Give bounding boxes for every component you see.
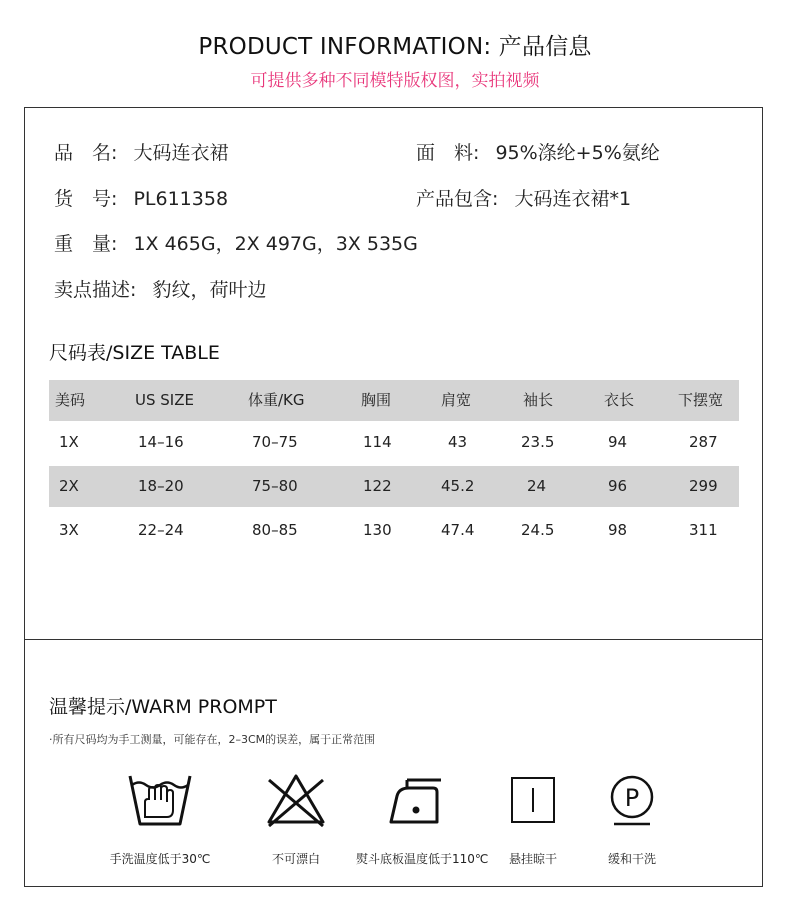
- hand-wash-icon: [125, 772, 195, 828]
- table-row: [49, 466, 739, 507]
- table-cell: 311: [689, 521, 718, 539]
- care-label: 手洗温度低于30℃: [109, 852, 211, 866]
- size-table: [49, 380, 739, 551]
- size-table-header-cell: 袖长: [523, 391, 554, 409]
- table-cell: 2X: [59, 477, 79, 495]
- info-weight-label: 重 量:: [54, 233, 118, 255]
- table-cell: 114: [363, 433, 392, 451]
- table-cell: 70–75: [252, 433, 298, 451]
- table-cell: 299: [689, 477, 718, 495]
- table-cell: 18–20: [138, 477, 184, 495]
- info-fabric-label: 面 料:: [416, 142, 480, 164]
- measurement-note: ·所有尺码均为手工测量，可能存在，2–3CM的误差，属于正常范围: [49, 733, 376, 746]
- info-package-value: 大码连衣裙*1: [514, 188, 632, 210]
- table-cell: 94: [608, 433, 628, 451]
- size-table-header-cell: 肩宽: [441, 391, 472, 409]
- table-cell: 23.5: [521, 433, 555, 451]
- table-cell: 75–80: [252, 477, 298, 495]
- info-name-value: 大码连衣裙: [133, 142, 229, 164]
- info-fabric: [416, 138, 660, 165]
- care-no-bleach: [236, 772, 356, 867]
- table-cell: 130: [363, 521, 392, 539]
- page-subtitle: 可提供多种不同模特版权图，实拍视频: [250, 71, 540, 91]
- info-name-label: 品 名:: [54, 142, 118, 164]
- table-cell: 3X: [59, 521, 79, 539]
- table-cell: 45.2: [441, 477, 475, 495]
- dry-clean-p-icon: [597, 772, 667, 828]
- size-table-header-cell: 衣长: [604, 391, 635, 409]
- care-iron: [356, 772, 489, 867]
- hang-dry-icon: [498, 772, 568, 828]
- warm-prompt-title: 温馨提示/WARM PROMPT: [49, 696, 277, 718]
- table-cell: 22–24: [138, 521, 184, 539]
- table-cell: 14–16: [138, 433, 184, 451]
- care-label: 悬挂晾干: [508, 852, 557, 866]
- iron-icon: [381, 772, 451, 828]
- info-selling-label: 卖点描述:: [54, 279, 137, 301]
- size-table-header-row: [49, 380, 739, 421]
- size-table-header-cell: US SIZE: [135, 391, 194, 409]
- info-selling-value: 豹纹，荷叶边: [152, 279, 267, 301]
- size-table-header-cell: 美码: [55, 391, 86, 409]
- care-label: 缓和干洗: [607, 852, 656, 866]
- size-table-header-cell: 体重/KG: [248, 391, 305, 409]
- size-table-title: 尺码表/SIZE TABLE: [49, 342, 220, 364]
- info-panel: [24, 107, 763, 887]
- info-package: [416, 184, 631, 211]
- size-table-header-cell: 下摆宽: [678, 391, 724, 409]
- info-selling: [54, 275, 266, 302]
- table-cell: 24.5: [521, 521, 555, 539]
- table-cell: 43: [448, 433, 468, 451]
- section-divider: [25, 639, 762, 640]
- info-sku: [54, 184, 228, 211]
- care-label: 不可漂白: [271, 852, 320, 866]
- info-package-label: 产品包含:: [416, 188, 499, 210]
- table-cell: 98: [608, 521, 628, 539]
- dry-clean-letter: P: [624, 784, 640, 812]
- table-cell: 96: [608, 477, 628, 495]
- info-sku-label: 货 号:: [54, 188, 118, 210]
- size-table-header-cell: 胸围: [361, 391, 392, 409]
- table-cell: 80–85: [252, 521, 298, 539]
- care-dry-clean: [572, 772, 692, 867]
- table-cell: 47.4: [441, 521, 475, 539]
- table-row: [49, 510, 739, 551]
- table-cell: 122: [363, 477, 392, 495]
- table-cell: 287: [689, 433, 718, 451]
- info-sku-value: PL611358: [133, 188, 229, 210]
- info-fabric-value: 95%涤纶+5%氨纶: [495, 142, 660, 164]
- care-hand-wash: [100, 772, 220, 867]
- table-cell: 1X: [59, 433, 79, 451]
- table-cell: 24: [527, 477, 547, 495]
- care-label: 熨斗底板温度低于110℃: [356, 852, 489, 866]
- info-weight: [54, 229, 418, 256]
- table-row: [49, 422, 739, 463]
- info-name: [54, 138, 228, 165]
- page-title: PRODUCT INFORMATION: 产品信息: [198, 34, 592, 60]
- no-bleach-icon: [261, 772, 331, 828]
- info-weight-value: 1X 465G，2X 497G，3X 535G: [133, 233, 418, 255]
